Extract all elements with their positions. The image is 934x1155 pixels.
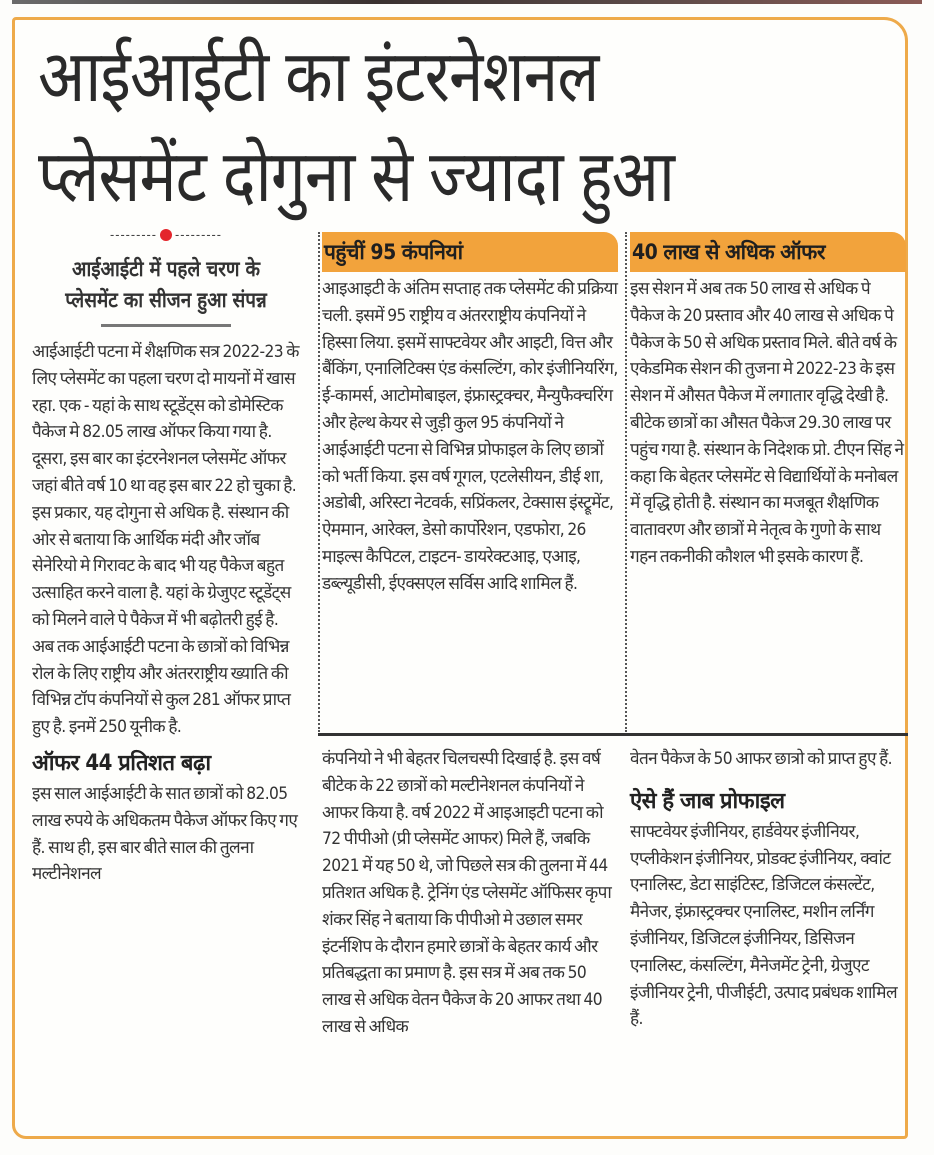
section-heading-job-profiles: ऐसे हैं जाब प्रोफाइल <box>630 788 785 814</box>
column-divider-left <box>318 232 320 732</box>
column-2 <box>322 232 618 598</box>
subheadline: आईआईटी में पहले चरण के प्लेसमेंट का सीजन हुआ संपन्न <box>65 257 267 312</box>
heading-95-companies: पहुंचीं 95 कंपनियां <box>322 232 618 272</box>
divider-dashes-left: --------- <box>110 228 157 243</box>
top-photo-strip <box>12 0 922 4</box>
column-3-continued <box>630 746 906 1033</box>
subheadline-rule <box>101 324 231 327</box>
headline <box>38 26 786 226</box>
column-3-continued-body: वेतन पैकेज के 50 आफर छात्रो को प्राप्त हुए हैं. <box>630 749 892 769</box>
column-2-body: आइआइटी के अंतिम सप्ताह तक प्लेसमेंट की प्रक्रिया चली. इसमें 95 राष्ट्रीय व अंतरराष्ट्रीय कंपनियों ने हिस्सा लिया. इसमें साफ्टवेयर और आइटी, वित्त और बैंकिंग, एनालिटिक्स एंड कंसल्टिंग, कोर इंजीनियरिंग, ई-कामर्स, आटोमोबाइल, इंफ्रास्ट्रक्चर, मैन्युफैक्चरिंग और हेल्थ केयर से जुड़ी कुल 95 कंपनियों ने आईआईटी पटना से विभिन्न प्रोफाइल के लिए छात्रों को भर्ती किया. इस वर्ष गूगल, एटलेसीयन, डीई शा, अडोबी, अरिस्टा नेटवर्क, सप्रिंकलर, टेक्सास इंस्ट्रूमेंट, ऐममान, आरेक्ल, डेसो कार्पोरेशन, एडफोरा, 26 माइल्स कैपिटल, टाइटन- डायरेक्टआइ, एआइ, डब्ल्यूडीसी, ईएक्सएल सर्विस आदि शामिल हैं. <box>322 279 618 594</box>
section-heading-offer-growth: ऑफर 44 प्रतिशत बढ़ा <box>32 750 211 776</box>
headline-line-1: आईआईटी का इंटरनेशनल <box>38 34 599 118</box>
headline-line-2: प्लेसमेंट दोगुना से ज्यादा हुआ <box>38 134 675 218</box>
column-1-body: आईआईटी पटना में शैक्षणिक सत्र 2022-23 के लिए प्लेसमेंट का पहला चरण दो मायनों में खास रहा. एक - यहां के साथ स्टूडेंट्स को डोमेस्टिक पैकेज मे 82.05 लाख ऑफर किया गया है. दूसरा, इस बार का इंटरनेशनल प्लेसमेंट ऑफर जहां बीते वर्ष 10 था वह इस बार 22 हो चुका है. इस प्रकार, यह दोगुना से अधिक है. संस्थान की ओर से बताया कि आर्थिक मंदी और जॉब सेनेरियो मे गिरावट के बाद भी यह पैकेज बहुत उत्साहित करने वाला है. यहां के ग्रेजुएट स्टूडेंट्स को मिलने वाले पे पैकेज में भी बढ़ोतरी हुई है. अब तक आईआईटी पटना के छात्रों को विभिन्न रोल के लिए राष्ट्रीय और अंतरराष्ट्रीय ख्याति की विभिन्न टॉप कंपनियों से कुल 281 ऑफर प्राप्त हुए है. इनमें 250 यूनीक है. <box>32 342 299 738</box>
column-1-section-body: इस साल आईआईटी के सात छात्रों को 82.05 लाख रुपये के अधिकतम पैकेज ऑफर किए गए हैं. साथ ही, इस बार बीते साल की तुलना मल्टीनेशनल <box>32 783 298 885</box>
box-bottom-rule <box>318 733 908 736</box>
column-3-body: इस सेशन में अब तक 50 लाख से अधिक पे पैकेज के 20 प्रस्ताव और 40 लाख से अधिक पे पैकेज के 50 से अधिक प्रस्ताव मिले. बीते वर्ष के एकेडमिक सेशन की तुजना मे 2022-23 के इस सेशन में औसत पैकेज में लगातार वृद्धि देखी है. बीटेक छात्रों का औसत पैकेज 29.30 लाख पर पहुंच गया है. संस्थान के निदेशक प्रो. टीएन सिंह ने कहा कि बेहतर प्लेसमेंट से विद्यार्थियों के मनोबल में वृद्धि होती है. संस्थान का मजबूत शैक्षणिक वातावरण और छात्रों मे नेतृत्व के गुणो के साथ गहन तकनीकी कौशल भी इसके कारण हैं. <box>630 279 904 567</box>
column-2-continued <box>322 746 618 1041</box>
column-3 <box>630 232 906 571</box>
column-1 <box>32 228 300 888</box>
red-dot-icon <box>160 229 172 241</box>
ornament-divider <box>32 228 300 244</box>
divider-dashes-right: --------- <box>175 228 222 243</box>
job-profiles-list: साफ्टवेयर इंजीनियर, हार्डवेयर इंजीनियर, एप्लीकेशन इंजीनियर, प्रोडक्ट इंजीनियर, क्वांट एनालिस्ट, डेटा साइंटिस्ट, डिजिटल कंसल्टेंट, मैनेजर, इंफ्रास्ट्रक्चर एनालिस्ट, मशीन लर्निंग इंजीनियर, डिजिटल इंजीनियर, डिसिजन एनालिस्ट, कंसल्टिंग, मैनेजमेंट ट्रेनी, ग्रेजुएट इंजीनियर ट्रेनी, पीजीईटी, उत्पाद प्रबंधक शामिल हैं. <box>630 821 897 1030</box>
column-2-continued-body: कंपनियो ने भी बेहतर चिलचस्पी दिखाई है. इस वर्ष बीटेक के 22 छात्रों को मल्टीनेशनल कंपनियों ने आफर किया है. वर्ष 2022 में आइआइटी पटना को 72 पीपीओ (प्री प्लेसमेंट आफर) मिले हैं, जबकि 2021 में यह 50 थे, जो पिछले सत्र की तुलना में 44 प्रतिशत अधिक है. ट्रेनिंग एंड प्लेसमेंट ऑफिसर कृपा शंकर सिंह ने बताया कि पीपीओ मे उछाल समर इंटर्नशिप के दौरान हमारे छात्रों के बेहतर कार्य और प्रतिबद्धता का प्रमाण है. इस सत्र में अब तक 50 लाख से अधिक वेतन पैकेज के 20 आफर तथा 40 लाख से अधिक <box>322 749 612 1037</box>
column-divider-right <box>625 232 627 732</box>
heading-40-lakh-offers: 40 लाख से अधिक ऑफर <box>630 232 906 272</box>
